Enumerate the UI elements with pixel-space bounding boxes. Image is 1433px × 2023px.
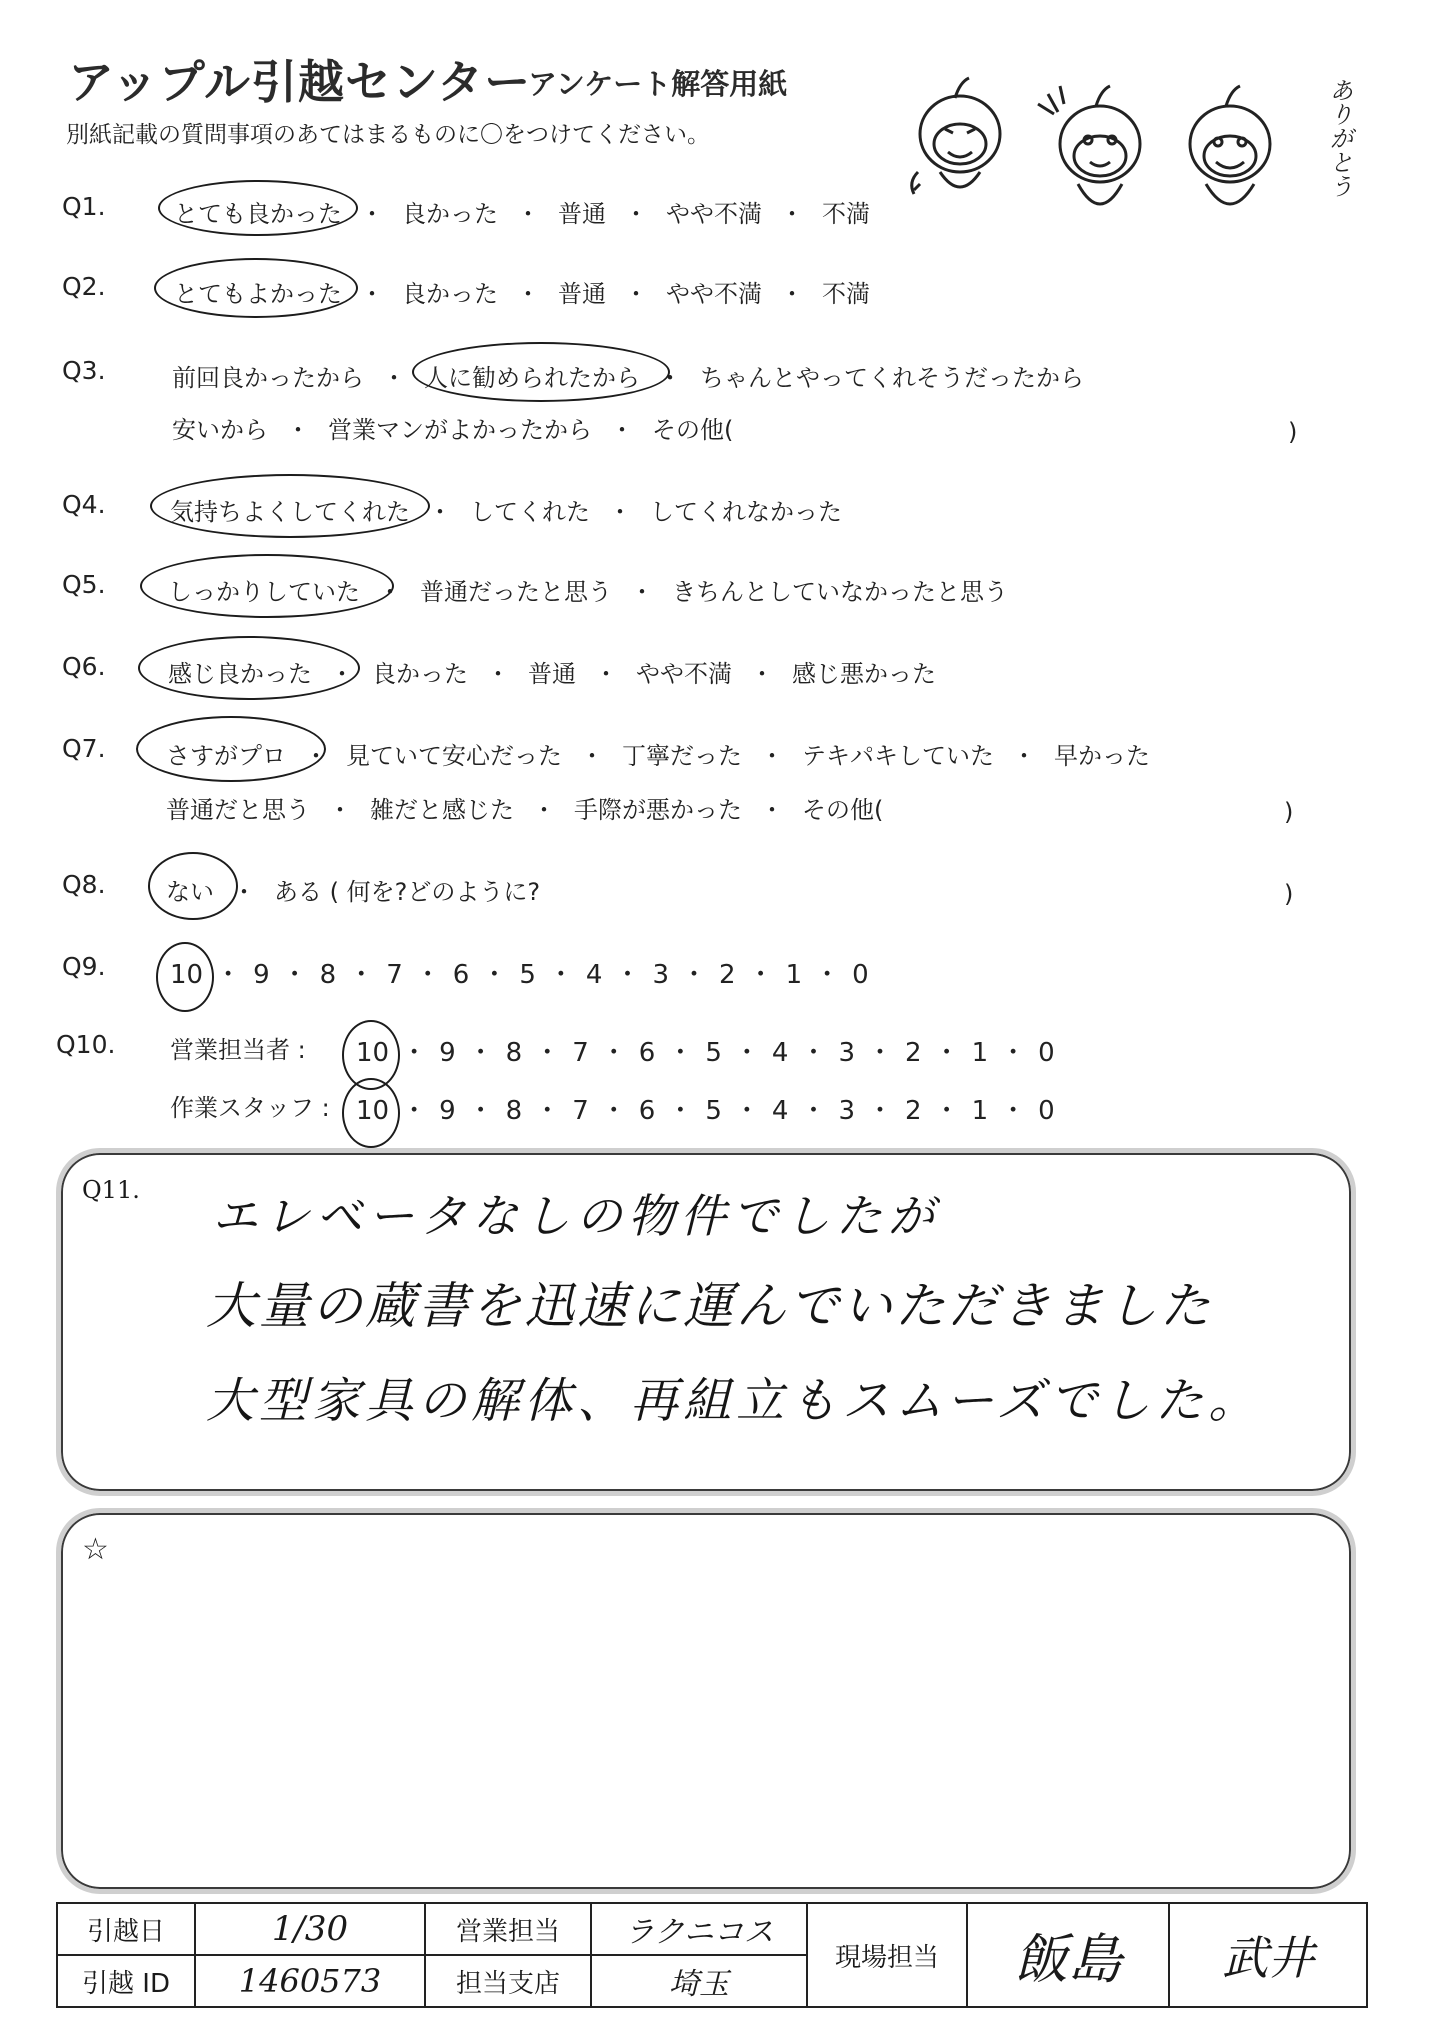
q10-staff-separator: ・ [733, 1096, 760, 1126]
q4-options: 気持ちよくしてくれた ・ してくれた ・ してくれなかった [170, 492, 842, 527]
q11-handwritten-line-2: 大量の蔵書を迅速に運んでいただきました [206, 1277, 1213, 1335]
q5-options: しっかりしていた ・ 普通だったと思う ・ きちんとしていなかったと思う [168, 572, 1008, 607]
monkey-3-icon [1190, 86, 1270, 204]
q9-separator: ・ [547, 960, 574, 990]
q1-option-4[interactable]: やや不満 [666, 200, 762, 228]
q10-staff-score-4[interactable]: 6 [638, 1096, 656, 1126]
q2-option-4[interactable]: やや不満 [666, 280, 762, 308]
q10-staff-score-0[interactable]: 10 [356, 1096, 389, 1126]
q10-staff-score-1[interactable]: 9 [439, 1096, 456, 1126]
q1-option-2[interactable]: 良かった [402, 200, 498, 228]
q9-separator: ・ [348, 960, 375, 990]
move-id-label: 引越 ID [57, 1955, 195, 2007]
q10-staff-separator: ・ [401, 1096, 428, 1126]
q6-option-5[interactable]: 感じ悪かった [792, 660, 936, 688]
star-mark: ☆ [82, 1532, 109, 1567]
q10-staff-score-9[interactable]: 1 [971, 1096, 989, 1126]
q10-sales-separator: ・ [733, 1038, 760, 1068]
q3-option-5[interactable]: 営業マンがよかったから [328, 416, 592, 444]
q9-score-7[interactable]: 3 [652, 960, 670, 990]
q9-score-3[interactable]: 7 [386, 960, 403, 990]
q9-score-10[interactable]: 0 [852, 960, 869, 990]
q9-score-0[interactable]: 10 [170, 960, 203, 990]
q3-options-line-2: 安いから ・ 営業マンがよかったから ・ その他( [172, 410, 733, 445]
move-date-value[interactable]: 1/30 [195, 1903, 425, 1955]
q10-sales-separator: ・ [867, 1038, 894, 1068]
q5-number: Q5. [62, 570, 106, 599]
q1-option-3[interactable]: 普通 [558, 200, 606, 228]
q10-sales-separator: ・ [401, 1038, 428, 1068]
q10-sales-score-4[interactable]: 6 [638, 1038, 656, 1068]
q10-sales-score-3[interactable]: 7 [572, 1038, 589, 1068]
q3-option-2[interactable]: 人に勧められたから [424, 358, 640, 393]
q9-separator: ・ [215, 960, 242, 990]
q9-score-9[interactable]: 1 [785, 960, 803, 990]
move-id-value[interactable]: 1460573 [195, 1955, 425, 2007]
q5-option-1[interactable]: しっかりしていた [168, 572, 360, 607]
q9-score-4[interactable]: 6 [452, 960, 470, 990]
q1-option-5[interactable]: 不満 [822, 200, 870, 228]
q10-staff-separator: ・ [667, 1096, 694, 1126]
q7-option-3[interactable]: 丁寧だった [622, 742, 742, 770]
q8-number: Q8. [62, 870, 106, 899]
q10-sales-separator: ・ [667, 1038, 694, 1068]
q10-staff-score-7[interactable]: 3 [838, 1096, 856, 1126]
q2-option-5[interactable]: 不満 [822, 280, 870, 308]
q10-sales-score-0[interactable]: 10 [356, 1038, 389, 1068]
q9-scale [170, 954, 869, 991]
q6-number: Q6. [62, 652, 106, 681]
q5-option-3[interactable]: きちんとしていなかったと思う [672, 578, 1008, 606]
field-staff-value-2[interactable]: 武井 [1169, 1903, 1367, 2007]
q9-score-1[interactable]: 9 [253, 960, 270, 990]
q9-score-5[interactable]: 5 [519, 960, 536, 990]
star-comment-box[interactable] [56, 1508, 1356, 1894]
q2-option-1[interactable]: とてもよかった [174, 274, 342, 309]
q10-staff-score-3[interactable]: 7 [572, 1096, 589, 1126]
q1-option-1[interactable]: とても良かった [174, 194, 342, 229]
q3-option-6[interactable]: その他( [652, 416, 734, 444]
q10-staff-score-2[interactable]: 8 [505, 1096, 523, 1126]
q4-option-3[interactable]: してくれなかった [650, 498, 842, 526]
monkey-mascots-illustration [900, 64, 1340, 244]
q8-close-paren: ) [1284, 880, 1294, 908]
q3-number: Q3. [62, 356, 106, 385]
q3-option-4[interactable]: 安いから [172, 416, 268, 444]
q10-sales-score-9[interactable]: 1 [971, 1038, 989, 1068]
q3-option-3[interactable]: ちゃんとやってくれそうだったから [700, 364, 1084, 392]
q8-option-1[interactable]: ない [166, 872, 214, 907]
q10-staff-separator: ・ [800, 1096, 827, 1126]
form-subtitle: アンケート解答用紙 [528, 67, 788, 101]
instruction-text: 別紙記載の質問事項のあてはまるものに〇をつけてください。 [66, 122, 710, 148]
q9-score-2[interactable]: 8 [319, 960, 337, 990]
q1-number: Q1. [62, 192, 106, 221]
q10-staff-scale [356, 1090, 1055, 1127]
q6-options: 感じ良かった ・ 良かった ・ 普通 ・ やや不満 ・ 感じ悪かった [168, 654, 936, 689]
q7-option-2[interactable]: 見ていて安心だった [346, 742, 562, 770]
q10-staff-score-10[interactable]: 0 [1038, 1096, 1055, 1126]
q10-staff-separator: ・ [534, 1096, 561, 1126]
q10-sales-score-7[interactable]: 3 [838, 1038, 856, 1068]
q10-sales-scale [356, 1032, 1055, 1069]
q9-separator: ・ [614, 960, 641, 990]
q10-number: Q10. [56, 1030, 116, 1059]
q10-sales-separator: ・ [534, 1038, 561, 1068]
q7-option-1[interactable]: さすがプロ [166, 736, 286, 771]
q4-option-2[interactable]: してくれた [470, 498, 590, 526]
q10-staff-separator: ・ [467, 1096, 494, 1126]
q6-option-2[interactable]: 良かった [372, 660, 468, 688]
q10-sales-separator: ・ [600, 1038, 627, 1068]
thanks-vertical-text: ありがとう [1325, 78, 1353, 198]
q2-option-3[interactable]: 普通 [558, 280, 606, 308]
move-date-label: 引越日 [57, 1903, 195, 1955]
q7-close-paren: ) [1284, 798, 1294, 826]
q9-separator: ・ [281, 960, 308, 990]
q4-number: Q4. [62, 490, 106, 519]
q7-option-5[interactable]: 早かった [1054, 742, 1150, 770]
footer-info-table [56, 1902, 1368, 2008]
q7-option-8[interactable]: 手際が悪かった [574, 796, 742, 824]
q6-option-4[interactable]: やや不満 [636, 660, 732, 688]
monkey-1-icon [912, 78, 1000, 194]
q1-options: とても良かった ・ 良かった ・ 普通 ・ やや不満 ・ 不満 [174, 194, 870, 229]
branch-label: 担当支店 [425, 1955, 591, 2007]
q7-number: Q7. [62, 734, 106, 763]
q7-option-4[interactable]: テキパキしていた [802, 742, 994, 770]
q9-score-8[interactable]: 2 [719, 960, 736, 990]
q10-staff-separator: ・ [1000, 1096, 1027, 1126]
q10-sales-score-8[interactable]: 2 [905, 1038, 922, 1068]
q2-options: とてもよかった ・ 良かった ・ 普通 ・ やや不満 ・ 不満 [174, 274, 870, 309]
field-staff-label: 現場担当 [807, 1903, 967, 2007]
q6-option-1[interactable]: 感じ良かった [168, 654, 312, 689]
q7-option-6[interactable]: 普通だと思う [166, 796, 310, 824]
q2-option-2[interactable]: 良かった [402, 280, 498, 308]
q7-option-7[interactable]: 雑だと感じた [370, 796, 514, 824]
q5-option-2[interactable]: 普通だったと思う [420, 578, 612, 606]
branch-value[interactable]: 埼玉 [591, 1955, 807, 2007]
q10-sales-separator: ・ [800, 1038, 827, 1068]
field-staff-value-1[interactable]: 飯島 [967, 1903, 1169, 2007]
q9-separator: ・ [814, 960, 841, 990]
q10-staff-separator: ・ [933, 1096, 960, 1126]
q10-sales-score-6[interactable]: 4 [771, 1038, 789, 1068]
q9-separator: ・ [681, 960, 708, 990]
q3-option-1[interactable]: 前回良かったから [172, 364, 364, 392]
company-title: アップル引越センター [68, 55, 532, 109]
q10-sales-score-2[interactable]: 8 [505, 1038, 523, 1068]
q10-sales-score-5[interactable]: 5 [705, 1038, 722, 1068]
q10-sales-score-1[interactable]: 9 [439, 1038, 456, 1068]
q7-options-line-2: 普通だと思う ・ 雑だと感じた ・ 手際が悪かった ・ その他( [166, 790, 883, 825]
q7-option-9[interactable]: その他( [802, 796, 884, 824]
q11-handwritten-line-3: 大型家具の解体、再組立もスムーズでした。 [206, 1373, 1262, 1429]
q6-option-3[interactable]: 普通 [528, 660, 576, 688]
q10-sales-score-10[interactable]: 0 [1038, 1038, 1055, 1068]
q10-sales-separator: ・ [467, 1038, 494, 1068]
q2-number: Q2. [62, 272, 106, 301]
sales-value[interactable]: ラクニコス [591, 1903, 807, 1955]
q9-separator: ・ [414, 960, 441, 990]
q11-handwritten-line-1: エレベータなしの物件でしたが [212, 1189, 940, 1243]
q9-number: Q9. [62, 952, 106, 981]
q9-separator: ・ [481, 960, 508, 990]
monkey-2-icon [1038, 86, 1140, 204]
q10-staff-score-6[interactable]: 4 [771, 1096, 789, 1126]
q10-sales-separator: ・ [933, 1038, 960, 1068]
q11-number: Q11. [82, 1176, 140, 1204]
q8-options: ない ・ ある ( 何を?どのように? [166, 872, 540, 907]
q10-staff-score-8[interactable]: 2 [905, 1096, 922, 1126]
q10-staff-separator: ・ [600, 1096, 627, 1126]
q3-options-line-1: 前回良かったから ・ 人に勧められたから ・ ちゃんとやってくれそうだったから [172, 358, 1084, 393]
q10-sales-separator: ・ [1000, 1038, 1027, 1068]
q3-close-paren: ) [1288, 418, 1298, 446]
q7-options-line-1: さすがプロ ・ 見ていて安心だった ・ 丁寧だった ・ テキパキしていた ・ 早かった [166, 736, 1150, 771]
sales-label: 営業担当 [425, 1903, 591, 1955]
q10-staff-score-5[interactable]: 5 [705, 1096, 722, 1126]
q9-separator: ・ [747, 960, 774, 990]
q9-score-6[interactable]: 4 [585, 960, 603, 990]
q10-sales-label: 営業担当者 : [170, 1036, 306, 1064]
q4-option-1[interactable]: 気持ちよくしてくれた [170, 492, 410, 527]
q10-staff-separator: ・ [867, 1096, 894, 1126]
q10-staff-label: 作業スタッフ : [170, 1094, 330, 1122]
q8-option-2[interactable]: ある ( 何を?どのように? [274, 878, 541, 906]
